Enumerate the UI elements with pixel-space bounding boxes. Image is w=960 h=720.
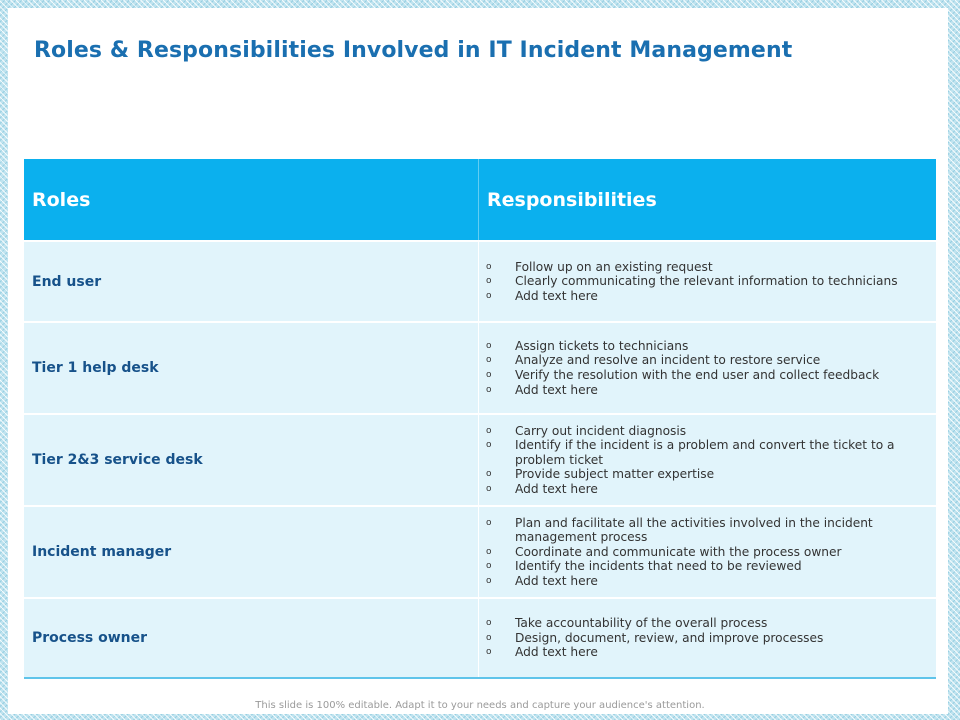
- bullet-icon: o: [486, 425, 492, 436]
- responsibility-text: Add text here: [515, 645, 598, 660]
- table-body: [24, 240, 936, 677]
- bullet-icon: o: [486, 276, 492, 287]
- responsibilities-cell: [479, 415, 936, 505]
- role-cell: End user: [24, 242, 479, 321]
- page-title: Roles & Responsibilities Involved in IT Incident Management: [34, 38, 793, 63]
- responsibility-text: Plan and facilitate all the activities involved in the incident management process: [515, 515, 873, 545]
- responsibility-text: Add text here: [515, 481, 598, 496]
- responsibility-item: [486, 631, 906, 646]
- responsibility-item: [486, 645, 906, 660]
- responsibility-text: Identify the incidents that need to be reviewed: [515, 559, 802, 574]
- bullet-icon: o: [486, 290, 492, 301]
- table-row: [24, 240, 936, 321]
- bullet-icon: o: [486, 483, 492, 494]
- responsibility-item: [486, 467, 906, 482]
- responsibility-text: Analyze and resolve an incident to restore service: [515, 353, 821, 368]
- responsibility-item: [486, 424, 906, 439]
- responsibility-item: [486, 574, 906, 589]
- responsibility-text: Take accountability of the overall process: [515, 616, 768, 631]
- responsibility-item: [486, 516, 906, 545]
- bullet-icon: o: [486, 384, 492, 395]
- role-cell: Process owner: [24, 599, 479, 677]
- role-cell: Tier 1 help desk: [24, 323, 479, 413]
- responsibility-text: Assign tickets to technicians: [515, 338, 689, 353]
- bullet-icon: o: [486, 261, 492, 272]
- table-header: [24, 159, 936, 240]
- bullet-icon: o: [486, 355, 492, 366]
- bullet-icon: o: [486, 546, 492, 557]
- responsibility-text: Identify if the incident is a problem and convert the ticket to a problem ticket: [515, 438, 895, 467]
- responsibility-item: [486, 274, 906, 289]
- responsibility-item: [486, 368, 906, 383]
- responsibility-text: Coordinate and communicate with the process owner: [515, 544, 842, 559]
- responsibilities-cell: [479, 599, 936, 677]
- table-row: [24, 413, 936, 505]
- table-row: [24, 505, 936, 597]
- responsibility-item: [486, 545, 906, 560]
- header-responsibilities: Responsibilities: [487, 188, 657, 211]
- bullet-icon: o: [486, 517, 492, 528]
- responsibility-item: [486, 353, 906, 368]
- role-cell: Incident manager: [24, 507, 479, 597]
- bullet-icon: o: [486, 370, 492, 380]
- responsibility-text: Add text here: [515, 288, 598, 303]
- responsibility-text: Verify the resolution with the end user and collect feedback: [515, 368, 880, 382]
- responsibilities-cell: [479, 323, 936, 413]
- footer-note: This slide is 100% editable. Adapt it to your needs and capture your audience's attention.: [255, 700, 705, 711]
- bullet-icon: o: [486, 469, 492, 480]
- roles-table: [24, 159, 936, 679]
- responsibility-item: [486, 482, 906, 497]
- header-roles: Roles: [24, 159, 479, 240]
- responsibility-item: [486, 438, 906, 467]
- responsibility-text: Design, document, review, and improve processes: [515, 630, 824, 645]
- responsibilities-cell: [479, 507, 936, 597]
- bullet-icon: o: [486, 618, 492, 629]
- bullet-icon: o: [486, 440, 492, 451]
- role-cell: Tier 2&3 service desk: [24, 415, 479, 505]
- bullet-icon: o: [486, 632, 492, 643]
- responsibilities-cell: [479, 242, 936, 321]
- table-row: [24, 321, 936, 413]
- responsibility-item: [486, 616, 906, 631]
- responsibility-item: [486, 559, 906, 574]
- responsibility-item: [486, 383, 906, 398]
- bullet-icon: o: [486, 647, 492, 658]
- responsibility-text: Clearly communicating the relevant information to technicians: [515, 274, 898, 289]
- bullet-icon: o: [486, 561, 492, 572]
- responsibility-text: Carry out incident diagnosis: [515, 423, 687, 438]
- bullet-icon: o: [486, 575, 492, 586]
- responsibility-text: Follow up on an existing request: [515, 259, 713, 274]
- responsibility-item: [486, 260, 906, 275]
- responsibility-text: Add text here: [515, 573, 598, 588]
- responsibility-item: [486, 289, 906, 304]
- responsibility-text: Add text here: [515, 382, 598, 397]
- bullet-icon: o: [486, 340, 492, 351]
- responsibility-item: [486, 339, 906, 354]
- responsibility-text: Provide subject matter expertise: [515, 467, 715, 482]
- slide: [8, 8, 948, 714]
- table-row: [24, 597, 936, 677]
